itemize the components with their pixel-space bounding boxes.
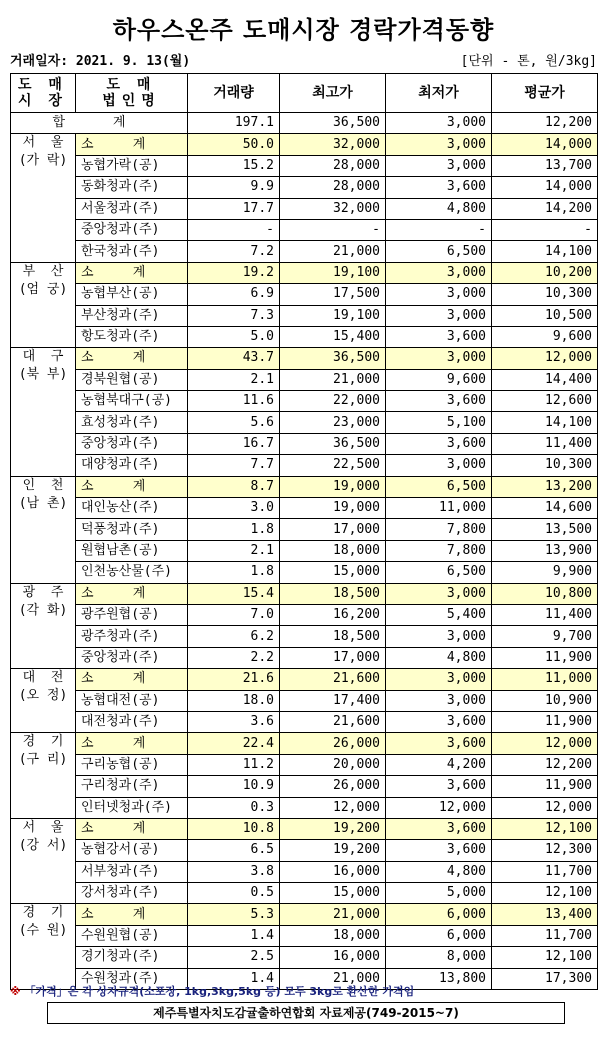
low-price-cell: 5,100 bbox=[386, 412, 492, 433]
company-name: 광주원협(공) bbox=[76, 604, 188, 625]
high-price-cell: 16,000 bbox=[280, 861, 386, 882]
volume-cell: 2.5 bbox=[188, 947, 280, 968]
low-price-cell: 3,000 bbox=[386, 348, 492, 369]
avg-price-cell: 14,100 bbox=[492, 241, 598, 262]
company-name: 서울청과(주) bbox=[76, 198, 188, 219]
high-price-cell: 21,000 bbox=[280, 904, 386, 925]
volume-cell: 6.5 bbox=[188, 840, 280, 861]
volume-cell: 9.9 bbox=[188, 177, 280, 198]
volume-cell: 43.7 bbox=[188, 348, 280, 369]
avg-price-cell: 13,200 bbox=[492, 476, 598, 497]
avg-price-cell: 9,700 bbox=[492, 626, 598, 647]
volume-cell: 1.4 bbox=[188, 968, 280, 989]
company-name: 중앙청과(주) bbox=[76, 647, 188, 668]
header-market: 도 매 시 장 bbox=[11, 74, 76, 113]
low-price-cell: 3,600 bbox=[386, 433, 492, 454]
header-company: 도 매 법인명 bbox=[76, 74, 188, 113]
low-price-cell: 4,800 bbox=[386, 647, 492, 668]
avg-price-cell: 10,900 bbox=[492, 690, 598, 711]
company-name: 원협남촌(공) bbox=[76, 540, 188, 561]
avg-price-cell: 11,700 bbox=[492, 925, 598, 946]
low-price-cell: 3,000 bbox=[386, 155, 492, 176]
high-price-cell: 20,000 bbox=[280, 754, 386, 775]
market-cell bbox=[11, 733, 76, 819]
high-price-cell: 32,000 bbox=[280, 134, 386, 155]
market-district: (강 서) bbox=[18, 837, 68, 853]
low-price-cell: 5,000 bbox=[386, 883, 492, 904]
high-price-cell: 26,000 bbox=[280, 776, 386, 797]
market-name: 부 산 bbox=[22, 263, 64, 279]
company-name: 소 계 bbox=[76, 134, 188, 155]
high-price-cell: 18,500 bbox=[280, 583, 386, 604]
total-label: 합 계 bbox=[11, 113, 188, 134]
table-row bbox=[11, 883, 598, 904]
total-avg: 12,200 bbox=[492, 113, 598, 134]
high-price-cell: 23,000 bbox=[280, 412, 386, 433]
company-name: 소 계 bbox=[76, 669, 188, 690]
table-row bbox=[11, 519, 598, 540]
low-price-cell: 6,500 bbox=[386, 241, 492, 262]
low-price-cell: 3,000 bbox=[386, 262, 492, 283]
avg-price-cell: 12,100 bbox=[492, 818, 598, 839]
avg-price-cell: 12,000 bbox=[492, 797, 598, 818]
high-price-cell: 16,000 bbox=[280, 947, 386, 968]
avg-price-cell: 10,300 bbox=[492, 284, 598, 305]
table-row bbox=[11, 198, 598, 219]
table-row bbox=[11, 326, 598, 347]
low-price-cell: 3,600 bbox=[386, 177, 492, 198]
company-name: 경기청과(주) bbox=[76, 947, 188, 968]
volume-cell: 6.9 bbox=[188, 284, 280, 305]
company-name: 소 계 bbox=[76, 733, 188, 754]
high-price-cell: 36,500 bbox=[280, 433, 386, 454]
high-price-cell: 21,000 bbox=[280, 241, 386, 262]
low-price-cell: 6,000 bbox=[386, 925, 492, 946]
market-district: (오 정) bbox=[18, 688, 68, 704]
company-name: 서부청과(주) bbox=[76, 861, 188, 882]
volume-cell: 11.2 bbox=[188, 754, 280, 775]
table-row bbox=[11, 626, 598, 647]
company-name: 한국청과(주) bbox=[76, 241, 188, 262]
volume-cell: 19.2 bbox=[188, 262, 280, 283]
market-district: (수 원) bbox=[18, 923, 68, 939]
market-district: (엄 궁) bbox=[18, 281, 68, 297]
market-name: 인 천 bbox=[22, 477, 64, 493]
company-name: 소 계 bbox=[76, 583, 188, 604]
avg-price-cell: 9,900 bbox=[492, 562, 598, 583]
total-volume: 197.1 bbox=[188, 113, 280, 134]
high-price-cell: 16,200 bbox=[280, 604, 386, 625]
avg-price-cell: 13,500 bbox=[492, 519, 598, 540]
low-price-cell: 3,000 bbox=[386, 690, 492, 711]
market-name: 광 주 bbox=[22, 584, 64, 600]
company-name: 광주청과(주) bbox=[76, 626, 188, 647]
market-district: (남 촌) bbox=[18, 495, 68, 511]
volume-cell: 1.4 bbox=[188, 925, 280, 946]
company-name: 소 계 bbox=[76, 904, 188, 925]
volume-cell: 2.1 bbox=[188, 369, 280, 390]
total-row bbox=[11, 113, 598, 134]
low-price-cell: 12,000 bbox=[386, 797, 492, 818]
avg-price-cell: 11,900 bbox=[492, 647, 598, 668]
company-name: 덕풍청과(주) bbox=[76, 519, 188, 540]
avg-price-cell: 10,300 bbox=[492, 455, 598, 476]
avg-price-cell: 10,500 bbox=[492, 305, 598, 326]
table-row bbox=[11, 284, 598, 305]
high-price-cell: 32,000 bbox=[280, 198, 386, 219]
low-price-cell: 6,000 bbox=[386, 904, 492, 925]
table-row bbox=[11, 690, 598, 711]
volume-cell: 7.2 bbox=[188, 241, 280, 262]
avg-price-cell: 11,400 bbox=[492, 433, 598, 454]
high-price-cell: 22,500 bbox=[280, 455, 386, 476]
volume-cell: 3.8 bbox=[188, 861, 280, 882]
high-price-cell: 15,000 bbox=[280, 562, 386, 583]
volume-cell: 21.6 bbox=[188, 669, 280, 690]
volume-cell: 7.3 bbox=[188, 305, 280, 326]
company-name: 중앙청과(주) bbox=[76, 433, 188, 454]
avg-price-cell: 10,200 bbox=[492, 262, 598, 283]
low-price-cell: 9,600 bbox=[386, 369, 492, 390]
market-name: 서 울 bbox=[22, 819, 64, 835]
company-name: 인천농산물(주) bbox=[76, 562, 188, 583]
avg-price-cell: - bbox=[492, 219, 598, 240]
high-price-cell: 18,500 bbox=[280, 626, 386, 647]
high-price-cell: 18,000 bbox=[280, 925, 386, 946]
volume-cell: 8.7 bbox=[188, 476, 280, 497]
volume-cell: 7.0 bbox=[188, 604, 280, 625]
unit-label: [단위 - 톤, 원/3kg] bbox=[460, 54, 597, 69]
avg-price-cell: 11,900 bbox=[492, 776, 598, 797]
low-price-cell: 4,800 bbox=[386, 861, 492, 882]
table-row bbox=[11, 925, 598, 946]
low-price-cell: 7,800 bbox=[386, 519, 492, 540]
high-price-cell: 17,500 bbox=[280, 284, 386, 305]
high-price-cell: 22,000 bbox=[280, 391, 386, 412]
market-district: (구 리) bbox=[18, 752, 68, 768]
low-price-cell: 13,800 bbox=[386, 968, 492, 989]
high-price-cell: 18,000 bbox=[280, 540, 386, 561]
header-avg: 평균가 bbox=[492, 74, 598, 113]
volume-cell: 1.8 bbox=[188, 562, 280, 583]
header-high: 최고가 bbox=[280, 74, 386, 113]
avg-price-cell: 11,400 bbox=[492, 604, 598, 625]
low-price-cell: 3,600 bbox=[386, 818, 492, 839]
table-row bbox=[11, 604, 598, 625]
table-row bbox=[11, 155, 598, 176]
low-price-cell: 5,400 bbox=[386, 604, 492, 625]
table-header bbox=[11, 74, 598, 113]
market-cell bbox=[11, 348, 76, 476]
high-price-cell: 19,200 bbox=[280, 818, 386, 839]
high-price-cell: 12,000 bbox=[280, 797, 386, 818]
subtotal-row bbox=[11, 134, 598, 155]
company-name: 소 계 bbox=[76, 476, 188, 497]
avg-price-cell: 9,600 bbox=[492, 326, 598, 347]
volume-cell: 1.8 bbox=[188, 519, 280, 540]
high-price-cell: 17,000 bbox=[280, 647, 386, 668]
low-price-cell: 3,000 bbox=[386, 626, 492, 647]
subtotal-row bbox=[11, 904, 598, 925]
market-cell bbox=[11, 818, 76, 904]
avg-price-cell: 12,200 bbox=[492, 754, 598, 775]
high-price-cell: 28,000 bbox=[280, 177, 386, 198]
low-price-cell: 4,200 bbox=[386, 754, 492, 775]
table-row bbox=[11, 776, 598, 797]
avg-price-cell: 12,000 bbox=[492, 348, 598, 369]
volume-cell: 50.0 bbox=[188, 134, 280, 155]
company-name: 구리청과(주) bbox=[76, 776, 188, 797]
avg-price-cell: 10,800 bbox=[492, 583, 598, 604]
market-cell bbox=[11, 262, 76, 348]
company-name: 소 계 bbox=[76, 262, 188, 283]
high-price-cell: 19,100 bbox=[280, 305, 386, 326]
avg-price-cell: 14,000 bbox=[492, 177, 598, 198]
high-price-cell: 19,200 bbox=[280, 840, 386, 861]
market-cell bbox=[11, 476, 76, 583]
page-title: 하우스온주 도매시장 경락가격동향 bbox=[112, 16, 495, 44]
price-table bbox=[10, 73, 598, 990]
company-name: 경북원협(공) bbox=[76, 369, 188, 390]
volume-cell: 10.9 bbox=[188, 776, 280, 797]
avg-price-cell: 13,700 bbox=[492, 155, 598, 176]
info-row bbox=[10, 50, 597, 68]
volume-cell: 0.5 bbox=[188, 883, 280, 904]
high-price-cell: 15,400 bbox=[280, 326, 386, 347]
market-cell bbox=[11, 904, 76, 990]
market-name: 서 울 bbox=[22, 135, 64, 151]
low-price-cell: 3,600 bbox=[386, 776, 492, 797]
company-name: 농협강서(공) bbox=[76, 840, 188, 861]
table-row bbox=[11, 797, 598, 818]
volume-cell: 6.2 bbox=[188, 626, 280, 647]
volume-cell: 5.6 bbox=[188, 412, 280, 433]
low-price-cell: 3,600 bbox=[386, 733, 492, 754]
table-row bbox=[11, 711, 598, 732]
avg-price-cell: 12,100 bbox=[492, 947, 598, 968]
volume-cell: 16.7 bbox=[188, 433, 280, 454]
avg-price-cell: 13,900 bbox=[492, 540, 598, 561]
header-volume: 거래량 bbox=[188, 74, 280, 113]
market-cell bbox=[11, 583, 76, 669]
company-name: 농협북대구(공) bbox=[76, 391, 188, 412]
table-row bbox=[11, 241, 598, 262]
high-price-cell: 21,600 bbox=[280, 669, 386, 690]
low-price-cell: 6,500 bbox=[386, 562, 492, 583]
company-name: 소 계 bbox=[76, 818, 188, 839]
avg-price-cell: 13,400 bbox=[492, 904, 598, 925]
company-name: 구리농협(공) bbox=[76, 754, 188, 775]
high-price-cell: 15,000 bbox=[280, 883, 386, 904]
company-name: 부산청과(주) bbox=[76, 305, 188, 326]
avg-price-cell: 12,000 bbox=[492, 733, 598, 754]
low-price-cell: 4,800 bbox=[386, 198, 492, 219]
table-row bbox=[11, 177, 598, 198]
subtotal-row bbox=[11, 669, 598, 690]
volume-cell: 15.4 bbox=[188, 583, 280, 604]
company-name: 수원청과(주) bbox=[76, 968, 188, 989]
market-district: (각 화) bbox=[18, 602, 68, 618]
volume-cell: 22.4 bbox=[188, 733, 280, 754]
company-name: 인터넷청과(주) bbox=[76, 797, 188, 818]
subtotal-row bbox=[11, 583, 598, 604]
total-low: 3,000 bbox=[386, 113, 492, 134]
source-box: 제주특별자치도감귤출하연합회 자료제공(749-2015~7) bbox=[47, 1002, 565, 1024]
low-price-cell: 3,000 bbox=[386, 305, 492, 326]
low-price-cell: 3,600 bbox=[386, 326, 492, 347]
high-price-cell: 19,000 bbox=[280, 498, 386, 519]
low-price-cell: 3,000 bbox=[386, 583, 492, 604]
company-name: 대전청과(주) bbox=[76, 711, 188, 732]
high-price-cell: 19,000 bbox=[280, 476, 386, 497]
company-name: 대양청과(주) bbox=[76, 455, 188, 476]
table-row bbox=[11, 412, 598, 433]
table-row bbox=[11, 754, 598, 775]
subtotal-row bbox=[11, 818, 598, 839]
table-row bbox=[11, 861, 598, 882]
avg-price-cell: 17,300 bbox=[492, 968, 598, 989]
company-name: 농협가락(공) bbox=[76, 155, 188, 176]
avg-price-cell: 14,000 bbox=[492, 134, 598, 155]
low-price-cell: 7,800 bbox=[386, 540, 492, 561]
company-name: 농협부산(공) bbox=[76, 284, 188, 305]
high-price-cell: 21,600 bbox=[280, 711, 386, 732]
market-cell bbox=[11, 134, 76, 262]
avg-price-cell: 14,100 bbox=[492, 412, 598, 433]
company-name: 항도청과(주) bbox=[76, 326, 188, 347]
low-price-cell: 8,000 bbox=[386, 947, 492, 968]
avg-price-cell: 14,400 bbox=[492, 369, 598, 390]
low-price-cell: 3,600 bbox=[386, 391, 492, 412]
company-name: 동화청과(주) bbox=[76, 177, 188, 198]
table-row bbox=[11, 455, 598, 476]
high-price-cell: 17,400 bbox=[280, 690, 386, 711]
market-district: (가 락) bbox=[18, 153, 68, 169]
market-district: (북 부) bbox=[18, 367, 68, 383]
low-price-cell: 3,000 bbox=[386, 669, 492, 690]
low-price-cell: 3,600 bbox=[386, 711, 492, 732]
avg-price-cell: 11,000 bbox=[492, 669, 598, 690]
market-name: 대 전 bbox=[22, 670, 64, 686]
volume-cell: 2.1 bbox=[188, 540, 280, 561]
low-price-cell: 3,000 bbox=[386, 455, 492, 476]
high-price-cell: 17,000 bbox=[280, 519, 386, 540]
company-name: 강서청과(주) bbox=[76, 883, 188, 904]
high-price-cell: 21,000 bbox=[280, 369, 386, 390]
table-row bbox=[11, 305, 598, 326]
company-name: 효성청과(주) bbox=[76, 412, 188, 433]
low-price-cell: 6,500 bbox=[386, 476, 492, 497]
table-row bbox=[11, 647, 598, 668]
market-name: 대 구 bbox=[22, 349, 64, 365]
high-price-cell: 26,000 bbox=[280, 733, 386, 754]
volume-cell: 5.3 bbox=[188, 904, 280, 925]
high-price-cell: - bbox=[280, 219, 386, 240]
volume-cell: 10.8 bbox=[188, 818, 280, 839]
avg-price-cell: 14,200 bbox=[492, 198, 598, 219]
company-name: 중앙청과(주) bbox=[76, 219, 188, 240]
avg-price-cell: 11,700 bbox=[492, 861, 598, 882]
volume-cell: 3.6 bbox=[188, 711, 280, 732]
subtotal-row bbox=[11, 476, 598, 497]
low-price-cell: 3,600 bbox=[386, 840, 492, 861]
low-price-cell: 3,000 bbox=[386, 134, 492, 155]
high-price-cell: 19,100 bbox=[280, 262, 386, 283]
table-row bbox=[11, 369, 598, 390]
company-name: 대인농산(주) bbox=[76, 498, 188, 519]
high-price-cell: 28,000 bbox=[280, 155, 386, 176]
volume-cell: 17.7 bbox=[188, 198, 280, 219]
company-name: 수원원협(공) bbox=[76, 925, 188, 946]
subtotal-row bbox=[11, 733, 598, 754]
avg-price-cell: 11,900 bbox=[492, 711, 598, 732]
table-row bbox=[11, 391, 598, 412]
trade-date: 거래일자: 2021. 9. 13(월) bbox=[10, 54, 191, 69]
avg-price-cell: 12,100 bbox=[492, 883, 598, 904]
low-price-cell: 11,000 bbox=[386, 498, 492, 519]
market-cell bbox=[11, 669, 76, 733]
table-row bbox=[11, 540, 598, 561]
table-row bbox=[11, 219, 598, 240]
volume-cell: 2.2 bbox=[188, 647, 280, 668]
high-price-cell: 36,500 bbox=[280, 348, 386, 369]
footnote-mark: ※ bbox=[10, 985, 21, 998]
subtotal-row bbox=[11, 262, 598, 283]
low-price-cell: 3,000 bbox=[386, 284, 492, 305]
volume-cell: 15.2 bbox=[188, 155, 280, 176]
table-row bbox=[11, 498, 598, 519]
company-name: 농협대전(공) bbox=[76, 690, 188, 711]
table-row bbox=[11, 947, 598, 968]
volume-cell: 11.6 bbox=[188, 391, 280, 412]
footnote-text: 「가격」은 각 상자규격(소포장, 1kg,3kg,5kg 등) 모두 3kg로 환산한 가격임 bbox=[24, 985, 415, 998]
total-high: 36,500 bbox=[280, 113, 386, 134]
header-low: 최저가 bbox=[386, 74, 492, 113]
table-row bbox=[11, 840, 598, 861]
high-price-cell: 21,000 bbox=[280, 968, 386, 989]
volume-cell: 0.3 bbox=[188, 797, 280, 818]
subtotal-row bbox=[11, 348, 598, 369]
avg-price-cell: 14,600 bbox=[492, 498, 598, 519]
volume-cell: 18.0 bbox=[188, 690, 280, 711]
volume-cell: 3.0 bbox=[188, 498, 280, 519]
market-name: 경 기 bbox=[22, 905, 64, 921]
volume-cell: 5.0 bbox=[188, 326, 280, 347]
avg-price-cell: 12,600 bbox=[492, 391, 598, 412]
table-row bbox=[11, 433, 598, 454]
volume-cell: 7.7 bbox=[188, 455, 280, 476]
market-name: 경 기 bbox=[22, 734, 64, 750]
low-price-cell: - bbox=[386, 219, 492, 240]
company-name: 소 계 bbox=[76, 348, 188, 369]
avg-price-cell: 12,300 bbox=[492, 840, 598, 861]
volume-cell: - bbox=[188, 219, 280, 240]
footnote bbox=[10, 983, 597, 999]
table-row bbox=[11, 562, 598, 583]
